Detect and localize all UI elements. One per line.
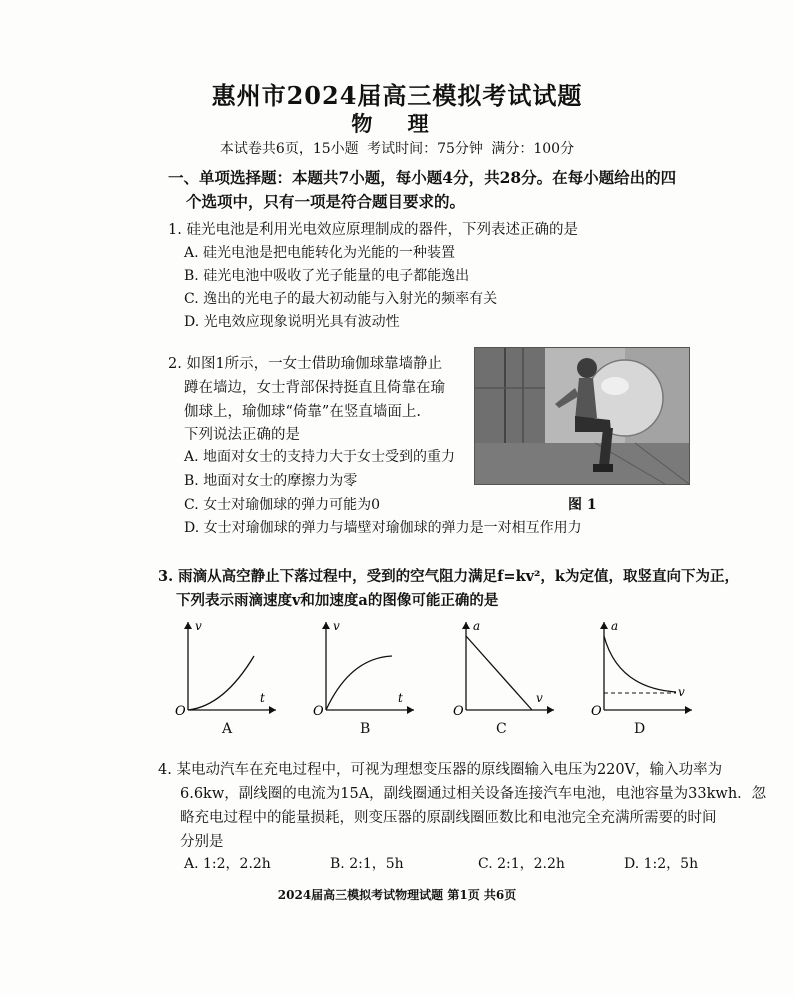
yoga-ball-photo-illustration	[475, 348, 689, 484]
q4-option-d: D. 1:2，5h	[624, 856, 699, 872]
section-heading-line1: 一、单项选择题：本题共7小题，每小题4分，共28分。在每小题给出的四	[168, 168, 677, 187]
figure-1-photo	[474, 347, 690, 485]
q4-stem-line1: 4. 某电动汽车在充电过程中，可视为理想变压器的原线圈输入电压为220V，输入功率为	[158, 762, 723, 778]
graph-a-label: A	[222, 721, 233, 737]
graph-d-label: D	[634, 721, 646, 737]
graph-c-origin: O	[453, 704, 464, 719]
q3-stem-line1: 3. 雨滴从高空静止下落过程中，受到的空气阻力满足f=kv²，k为定值，取竖直向下为正，	[158, 568, 739, 585]
q2-option-b: B. 地面对女士的摩擦力为零	[184, 473, 358, 489]
graph-c-label: C	[496, 721, 507, 737]
graph-a-y-label: v	[195, 619, 202, 633]
graph-a-x-label: t	[260, 691, 265, 705]
q4-option-c: C. 2:1，2.2h	[478, 856, 565, 872]
q2-option-a: A. 地面对女士的支持力大于女士受到的重力	[184, 449, 456, 465]
exam-subject: 物 理	[351, 111, 443, 136]
graph-b-x-label: t	[398, 691, 403, 705]
q4-stem-line2: 6.6kw，副线圈的电流为15A，副线圈通过相关设备连接汽车电池，电池容量为33kwh．忽	[180, 786, 767, 802]
section-heading-line2: 个选项中，只有一项是符合题目要求的。	[186, 192, 466, 211]
graph-a-origin: O	[175, 704, 186, 719]
figure-1-caption: 图 1	[568, 497, 597, 513]
graph-b-curve	[326, 656, 392, 710]
q1-option-d: D. 光电效应现象说明光具有波动性	[184, 314, 400, 330]
graph-b	[310, 616, 420, 720]
exam-title: 惠州市2024届高三模拟考试试题	[211, 81, 583, 110]
graph-c-x-label: v	[536, 691, 543, 705]
graph-d-x-label: v	[678, 685, 685, 699]
graph-d-curve	[604, 636, 676, 692]
graph-a	[172, 616, 282, 720]
q2-stem-line4: 下列说法正确的是	[184, 427, 300, 443]
q2-stem-line2: 蹲在墙边，女士背部保持挺直且倚靠在瑜	[184, 380, 445, 396]
graph-d-origin: O	[591, 704, 602, 719]
q3-stem-line2: 下列表示雨滴速度v和加速度a的图像可能正确的是	[176, 592, 499, 609]
graph-d	[588, 616, 698, 720]
graph-d-y-label: a	[611, 619, 619, 633]
q1-option-c: C. 逸出的光电子的最大初动能与入射光的频率有关	[184, 291, 498, 307]
q2-stem-line1: 2. 如图1所示，一女士借助瑜伽球靠墙静止	[168, 356, 443, 372]
q1-option-a: A. 硅光电池是把电能转化为光能的一种装置	[184, 245, 456, 261]
graph-b-origin: O	[313, 704, 324, 719]
exam-info: 本试卷共6页，15小题 考试时间：75分钟 满分：100分	[219, 141, 575, 157]
q2-option-c: C. 女士对瑜伽球的弹力可能为0	[184, 497, 381, 513]
q1-option-b: B. 硅光电池中吸收了光子能量的电子都能逸出	[184, 268, 470, 284]
graph-a-curve	[188, 656, 254, 710]
q4-stem-line3: 略充电过程中的能量损耗，则变压器的原副线圈匝数比和电池完全充满所需要的时间	[180, 810, 717, 826]
q4-option-a: A. 1:2，2.2h	[184, 856, 271, 872]
graph-c-line	[466, 636, 532, 710]
graph-b-y-label: v	[333, 619, 340, 633]
q4-option-b: B. 2:1，5h	[330, 856, 404, 872]
graph-c	[450, 616, 560, 720]
q4-stem-line4: 分别是	[180, 834, 224, 850]
page-footer: 2024届高三模拟考试物理试题 第1页 共6页	[277, 888, 517, 902]
q2-option-d: D. 女士对瑜伽球的弹力与墙壁对瑜伽球的弹力是一对相互作用力	[184, 520, 582, 536]
graph-c-y-label: a	[473, 619, 481, 633]
graph-b-label: B	[360, 721, 371, 737]
q2-stem-line3: 伽球上，瑜伽球“倚靠”在竖直墙面上.	[184, 404, 421, 420]
q1-stem: 1. 硅光电池是利用光电效应原理制成的器件，下列表述正确的是	[168, 222, 578, 238]
